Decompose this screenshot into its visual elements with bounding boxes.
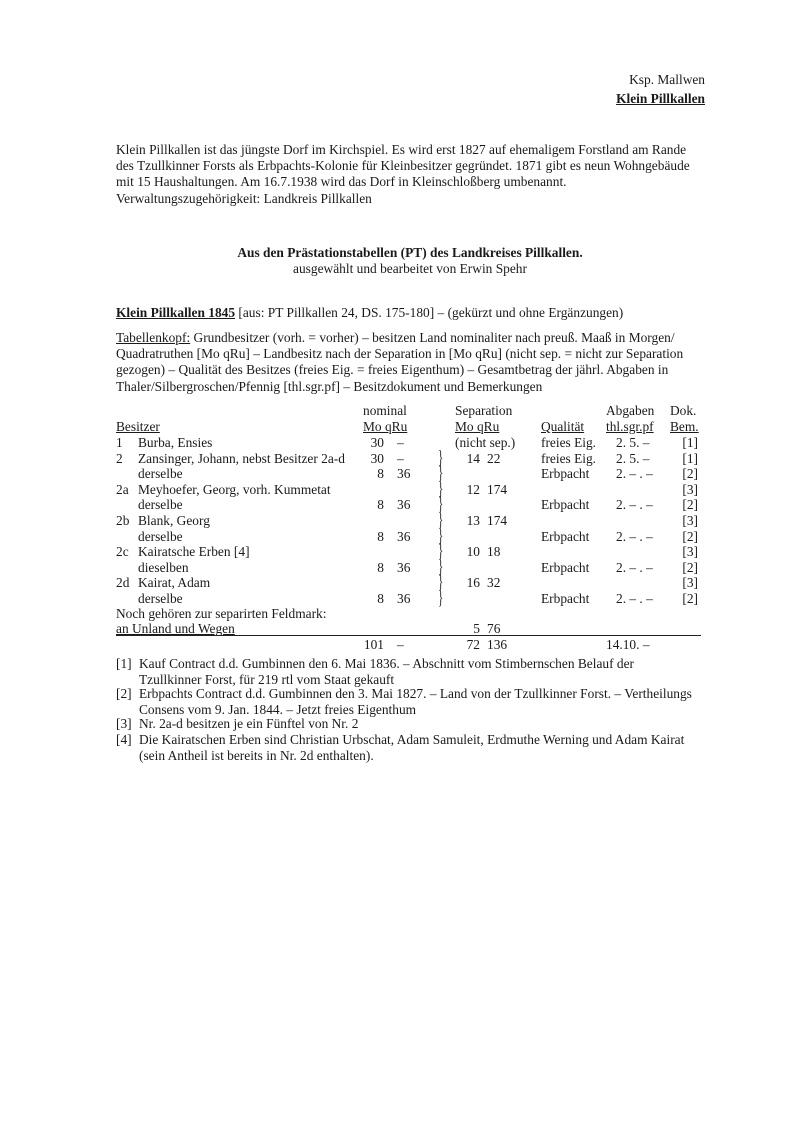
total-dues: 14.10. – <box>606 637 650 652</box>
row-number: 2c <box>116 544 129 560</box>
row-nominal-mo: 8 <box>377 497 384 513</box>
remainder-sep-mo: 5 <box>473 621 480 636</box>
total-sep-qru: 136 <box>487 637 508 652</box>
row-separation-qru: 22 <box>487 450 501 466</box>
row-owner-name: Kairat, Adam <box>138 575 211 591</box>
row-nominal-qru: 36 <box>397 528 411 544</box>
row-doc: [2] <box>682 497 698 513</box>
row-doc: [3] <box>682 575 698 591</box>
row-separation-qru: 174 <box>487 481 508 497</box>
brace-mark: } <box>438 524 444 547</box>
row-doc: [3] <box>682 544 698 560</box>
village-title: Klein Pillkallen <box>616 91 705 106</box>
row-owner-name: derselbe <box>138 466 183 482</box>
col-dues: Abgaben <box>606 403 655 418</box>
intro-paragraph: Klein Pillkallen ist das jüngste Dorf im Kirchspiel. Es wird erst 1827 auf ehemaligem Forstland am Rande des Tzullkinner Forsts als Erbpachts-Kolonie für Kleinbesitzer gegründet. 1871 gibt es neun Wohngebäude mit 15 Haushaltungen. Am 16.7.1938 wird das Dorf in Kleinschloßberg umbenannt. Verwaltungszugehörigkeit: Landkreis Pillkallen <box>116 142 690 206</box>
row-nominal-qru: – <box>397 435 404 450</box>
total-nom-mo: 101 <box>363 637 384 652</box>
row-quality: Erbpacht <box>541 528 590 544</box>
row-owner-name: derselbe <box>138 497 183 513</box>
row-dues: 2. – . – <box>616 497 653 513</box>
brace-mark: } <box>438 446 444 469</box>
row-separation-qru: 18 <box>487 544 501 560</box>
row-owner-name: Meyhoefer, Georg, vorh. Kummetat <box>138 481 331 497</box>
col-owner: Besitzer <box>116 419 160 434</box>
footnote-number: [4] <box>116 732 132 747</box>
row-doc: [1] <box>682 450 698 466</box>
row-doc: [2] <box>682 591 698 606</box>
row-nominal-qru: – <box>397 450 404 466</box>
row-number: 1 <box>116 435 123 450</box>
row-doc: [2] <box>682 528 698 544</box>
row-dues: 2. 5. – <box>616 435 650 450</box>
row-number: 2b <box>116 513 130 528</box>
row-separation-mo: 16 <box>466 575 480 591</box>
table-title-label: Klein Pillkallen 1845 <box>116 305 236 320</box>
footnote-number: [2] <box>116 686 132 701</box>
row-nominal-mo: 8 <box>377 591 384 606</box>
row-nominal-mo: 8 <box>377 559 384 575</box>
row-doc: [3] <box>682 513 698 528</box>
row-quality: freies Eig. <box>541 450 597 466</box>
row-nominal-mo: 8 <box>377 466 384 482</box>
footnote-text: Nr. 2a-d besitzen je ein Fünftel von Nr. 2 <box>139 716 359 731</box>
row-nominal-mo: 8 <box>377 528 384 544</box>
row-owner-name: Blank, Georg <box>138 513 210 528</box>
brace-mark: } <box>438 477 444 500</box>
row-separation-qru: 32 <box>487 575 501 591</box>
row-owner-name: derselbe <box>138 528 183 544</box>
col-nominal-units: Mo qRu <box>363 419 408 434</box>
row-owner-name: derselbe <box>138 591 183 606</box>
row-doc: [2] <box>682 559 698 575</box>
table-title <box>116 305 623 321</box>
row-nominal-qru: 36 <box>397 591 411 606</box>
totals-rule <box>363 635 701 636</box>
table-title-source: [aus: PT Pillkallen 24, DS. 175-180] – (gekürzt und ohne Ergänzungen) <box>238 305 624 320</box>
brace-mark: } <box>438 587 444 609</box>
row-owner-name: Zansinger, Johann, nebst Besitzer 2a-d <box>138 450 345 466</box>
row-quality: Erbpacht <box>541 559 590 575</box>
row-separation-mo: 10 <box>466 544 480 560</box>
footnote-number: [1] <box>116 656 132 671</box>
row-owner-name: Burba, Ensies <box>138 435 213 450</box>
row-quality: Erbpacht <box>541 497 590 513</box>
section-title: Aus den Prästationstabellen (PT) des Landkreises Pillkallen. <box>237 245 583 260</box>
footnote-text: Die Kairatschen Erben sind Christian Urbschat, Adam Samuleit, Erdmuthe Werning und Adam Kairat (sein Antheil ist bereits in Nr. 2d enthalten). <box>139 732 685 763</box>
row-number: 2a <box>116 481 129 497</box>
total-sep-mo: 72 <box>466 637 480 652</box>
brace-mark: } <box>438 493 444 516</box>
footnote-number: [3] <box>116 716 132 731</box>
remainder-sep-qru: 76 <box>487 621 501 636</box>
col-quality: Qualität <box>541 419 585 434</box>
parish-label: Ksp. Mallwen <box>629 72 705 87</box>
row-number: 2d <box>116 575 130 591</box>
table-head-text: Grundbesitzer (vorh. = vorher) – besitzen Land nominaliter nach preuß. Maaß in Morgen/ Quadratruthen [Mo qRu] – Landbesitz nach der Separation in [Mo qRu] (nicht sep. = nicht zur Separation gezogen) – Qualität des Besitzes (freies Eig. = freies Eigenthum) – Gesamtbetrag der jährl. Abgaben in Thaler/Silbergroschen/Pfennig [thl.sgr.pf] – Besitzdokument und Bemerkungen <box>116 330 684 394</box>
brace-mark: } <box>438 509 444 531</box>
table-head-note <box>116 330 706 395</box>
row-dues: 2. 5. – <box>616 450 650 466</box>
brace-mark: } <box>438 462 444 485</box>
footnote-text: Kauf Contract d.d. Gumbinnen den 6. Mai 1836. – Abschnitt vom Stimbernschen Belauf der Tzullkinner Forst, für 219 rtl vom Staat gekauft <box>139 656 634 687</box>
row-dues: 2. – . – <box>616 528 653 544</box>
row-nominal-qru: 36 <box>397 559 411 575</box>
row-number: 2 <box>116 450 123 466</box>
row-dues: 2. – . – <box>616 466 653 482</box>
row-separation-mo: 14 <box>466 450 480 466</box>
row-separation-mo: 13 <box>466 513 480 528</box>
brace-mark: } <box>438 571 444 594</box>
row-quality: freies Eig. <box>541 435 597 450</box>
brace-mark: } <box>438 555 444 578</box>
row-doc: [1] <box>682 435 698 450</box>
row-nominal-qru: 36 <box>397 497 411 513</box>
row-quality: Erbpacht <box>541 591 590 606</box>
row-nominal-mo: 30 <box>370 435 384 450</box>
col-nominal: nominal <box>363 403 407 418</box>
row-separation-qru: 174 <box>487 513 508 528</box>
row-separation-note: (nicht sep.) <box>455 435 516 450</box>
col-separation: Separation <box>455 403 513 418</box>
row-nominal-mo: 30 <box>370 450 384 466</box>
row-nominal-qru: 36 <box>397 466 411 482</box>
row-doc: [3] <box>682 481 698 497</box>
total-nom-qru: – <box>397 637 404 652</box>
row-quality: Erbpacht <box>541 466 590 482</box>
col-separation-units: Mo qRu <box>455 419 500 434</box>
row-owner-name: Kairatsche Erben [4] <box>138 544 250 560</box>
row-owner-name: dieselben <box>138 559 189 575</box>
remainder-line-1: Noch gehören zur separirten Feldmark: <box>116 606 327 621</box>
row-dues: 2. – . – <box>616 559 653 575</box>
col-doc: Dok. <box>670 403 697 418</box>
section-subtitle: ausgewählt und bearbeitet von Erwin Spehr <box>293 261 527 276</box>
col-doc-sub: Bem. <box>670 419 699 434</box>
row-separation-mo: 12 <box>466 481 480 497</box>
row-doc: [2] <box>682 466 698 482</box>
remainder-line-2: an Unland und Wegen <box>116 621 235 636</box>
col-dues-units: thl.sgr.pf <box>606 419 654 434</box>
table-head-label: Tabellenkopf: <box>116 330 191 345</box>
brace-mark: } <box>438 540 444 563</box>
row-dues: 2. – . – <box>616 591 653 606</box>
footnote-text: Erbpachts Contract d.d. Gumbinnen den 3. Mai 1827. – Land von der Tzullkinner Forst. – Vertheilungs Consens vom 9. Jan. 1844. – Jetzt freies Eigenthum <box>139 686 692 717</box>
